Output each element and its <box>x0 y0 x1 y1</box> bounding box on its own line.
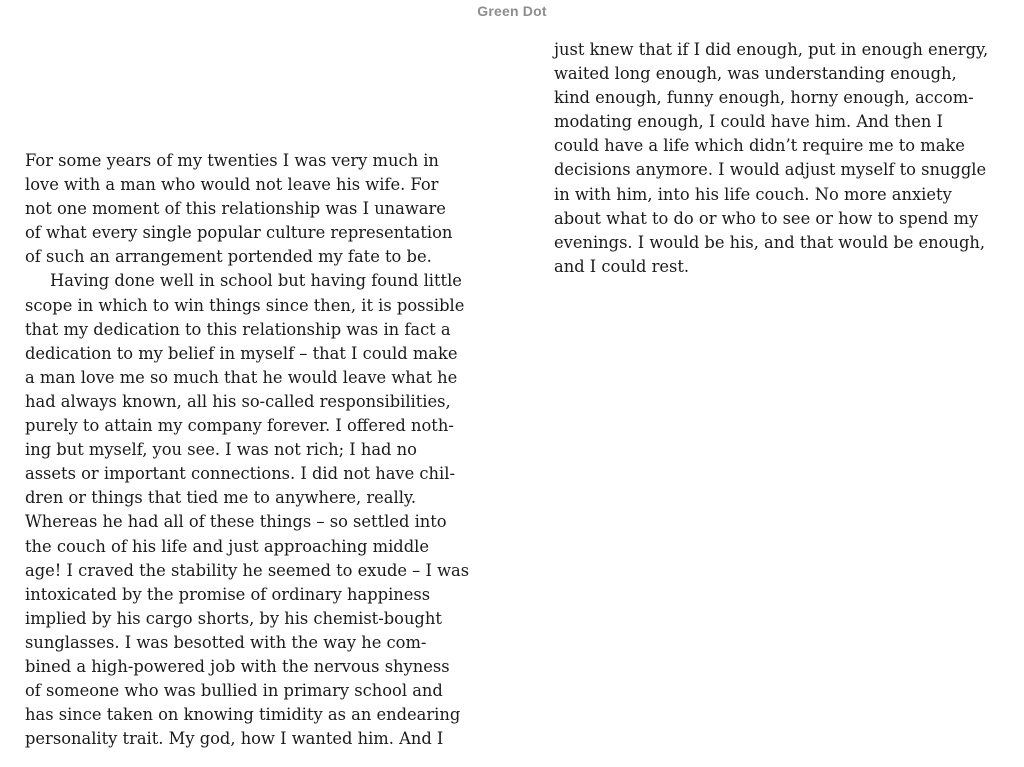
text-line: waited long enough, was understanding enough, <box>554 64 957 84</box>
text-line: age! I craved the stability he seemed to exude – I was <box>25 560 470 580</box>
text-line: in with him, into his life couch. No more anxiety <box>554 184 952 204</box>
text-line: not one moment of this relationship was I unaware <box>25 199 446 219</box>
text-line: modating enough, I could have him. And then I <box>554 112 943 132</box>
text-line: bined a high-powered job with the nervous shyness <box>25 656 450 676</box>
text-line: scope in which to win things since then, it is possible <box>25 295 465 315</box>
text-line: kind enough, funny enough, horny enough, accom- <box>554 88 974 108</box>
text-line: could have a life which didn’t require me to make <box>554 136 965 156</box>
right-text-column <box>554 38 1014 279</box>
text-line: Having done well in school but having found little <box>50 271 462 291</box>
text-line: of such an arrangement portended my fate to be. <box>25 247 432 267</box>
text-line: evenings. I would be his, and that would be enough, <box>554 232 986 252</box>
text-line: ing but myself, you see. I was not rich; I had no <box>25 440 417 460</box>
text-line: had always known, all his so-called responsibilities, <box>25 391 451 411</box>
book-title: Green Dot <box>477 3 547 19</box>
text-line: For some years of my twenties I was very much in <box>25 151 439 170</box>
text-line: Whereas he had all of these things – so settled into <box>25 512 447 532</box>
text-line: just knew that if I did enough, put in enough energy, <box>554 40 989 59</box>
text-line: the couch of his life and just approaching middle <box>25 536 429 556</box>
left-text-column <box>25 149 495 751</box>
text-line: about what to do or who to see or how to spend my <box>554 208 979 228</box>
text-line: assets or important connections. I did not have chil- <box>25 464 455 484</box>
text-line: that my dedication to this relationship was in fact a <box>25 319 451 339</box>
text-line: purely to attain my company forever. I offered noth- <box>25 416 454 436</box>
text-line: sunglasses. I was besotted with the way he com- <box>25 632 427 652</box>
text-line: of what every single popular culture representation <box>25 223 453 243</box>
text-line: has since taken on knowing timidity as an endearing <box>25 705 461 725</box>
text-line: and I could rest. <box>554 256 690 276</box>
text-line: of someone who was bullied in primary school and <box>25 681 443 701</box>
text-line: dedication to my belief in myself – that I could make <box>25 343 458 363</box>
text-line: implied by his cargo shorts, by his chemist-bought <box>25 608 442 628</box>
text-line: dren or things that tied me to anywhere, really. <box>25 488 417 508</box>
text-line: a man love me so much that he would leave what he <box>25 367 458 387</box>
text-line: intoxicated by the promise of ordinary happiness <box>25 584 431 604</box>
text-line: personality trait. My god, how I wanted him. And I <box>25 729 444 749</box>
text-line: decisions anymore. I would adjust myself to snuggle <box>554 160 987 180</box>
text-line: love with a man who would not leave his wife. For <box>25 175 439 195</box>
